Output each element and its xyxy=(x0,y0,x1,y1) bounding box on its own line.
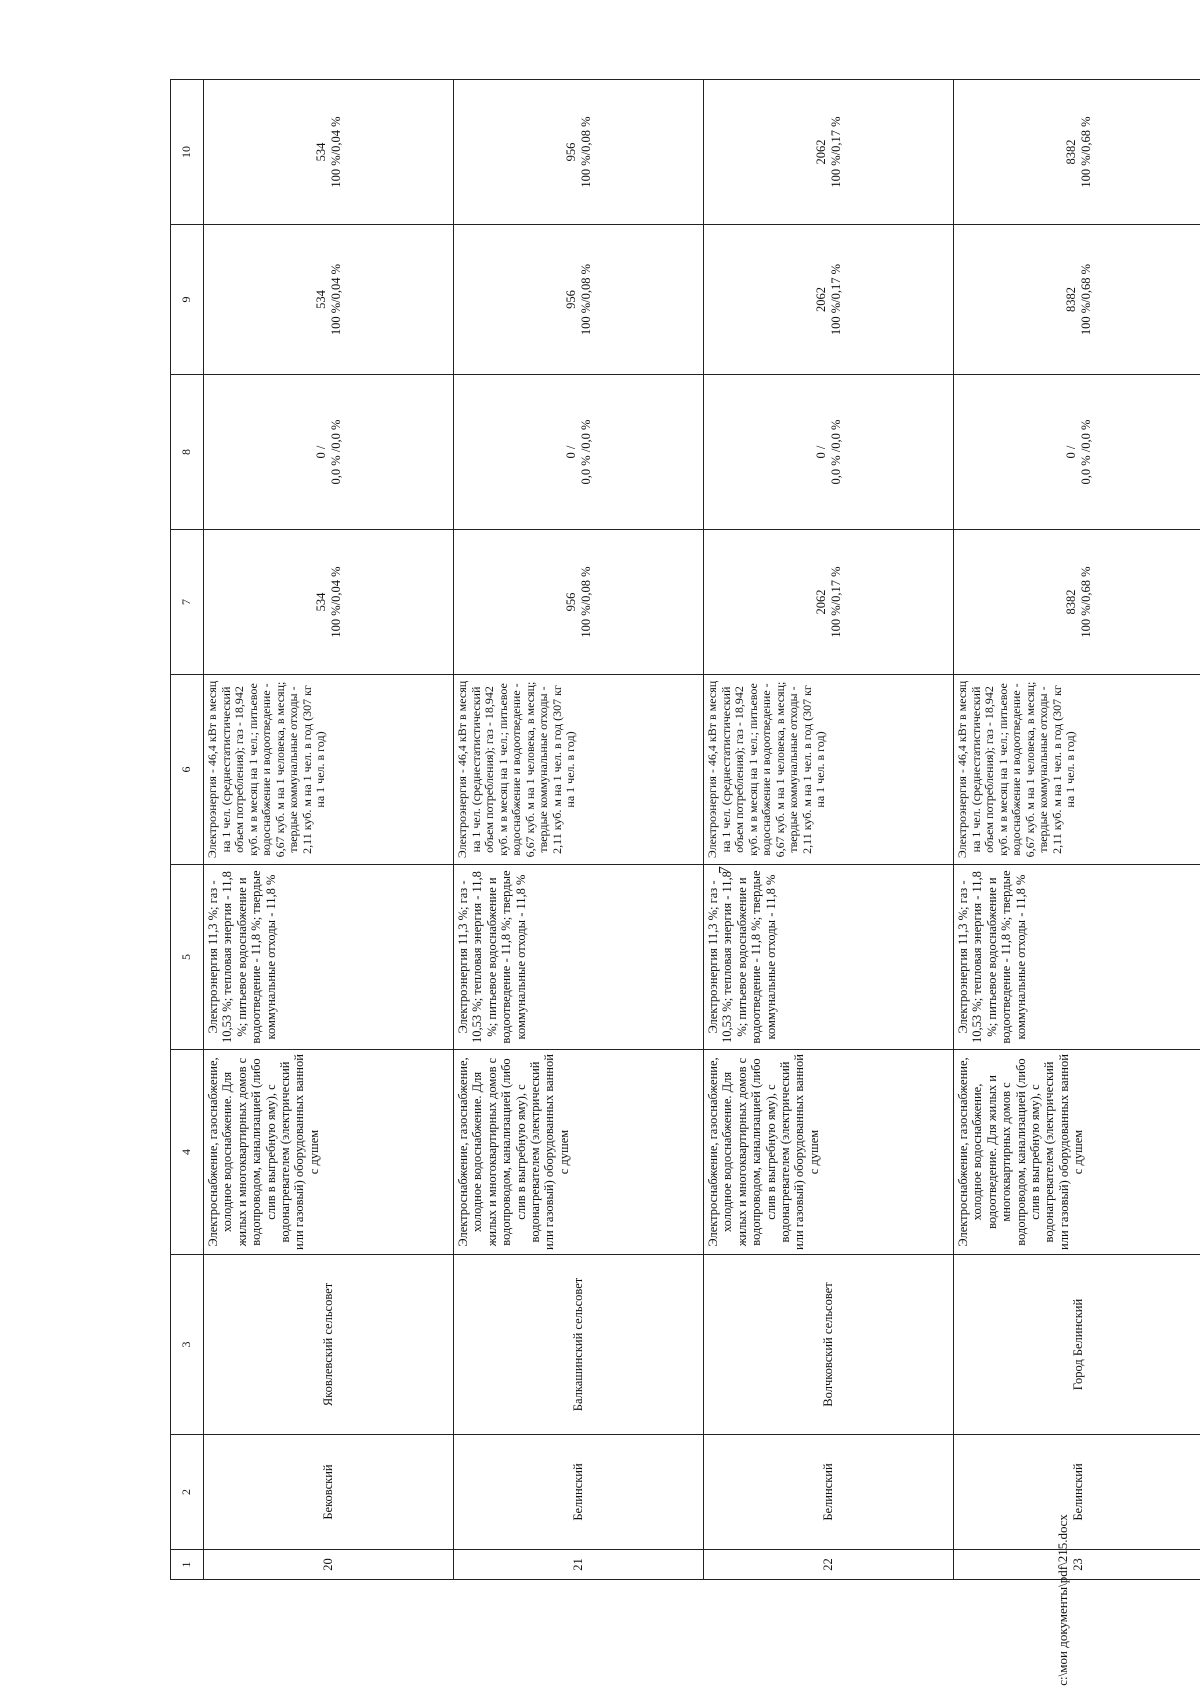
settlement-cell: Волчковский сельсовет xyxy=(704,1255,954,1435)
value-percent: 100 %/0,08 % xyxy=(578,263,593,336)
settlement-cell: Город Белинский xyxy=(954,1255,1200,1435)
column-header: 8 xyxy=(171,375,204,530)
services-cell: Электроснабжение, газоснабжение, холодное водоснабжение, водоотведение. Для жилых и многоквартирных домов с водопроводом, канализацией (либо слив в выгребную яму), с водонагревателем (электрический или газовый) оборудованных ванной с душем xyxy=(954,1050,1200,1255)
value-cell xyxy=(704,375,954,530)
table-row xyxy=(704,80,954,1580)
value-percent: 100 %/0,04 % xyxy=(328,566,343,638)
row-number: 23 xyxy=(954,1550,1200,1580)
settlement-cell: Балкашинский сельсовет xyxy=(454,1255,704,1435)
norms-cell: Электроэнергия - 46,4 кВт в месяц на 1 чел. (среднестатистический объем потребления); газ - 18,942 куб. м в месяц на 1 чел.; питьевое водоснабжение и водоотведение - 6,67 куб. м на 1 человека, в месяц; твердые коммунальные отходы - 2,11 куб. м на 1 чел. в год (307 кг на 1 чел. в год) xyxy=(954,675,1200,865)
value-count: 534 xyxy=(314,592,329,612)
services-cell: Электроснабжение, газоснабжение, холодное водоснабжение. Для жилых и многоквартирных домов с водопроводом, канализацией (либо слив в выгребную яму), с водонагревателем (электрический или газовый) оборудованных ванной с душем xyxy=(454,1050,704,1255)
value-percent: 100 %/0,68 % xyxy=(1078,566,1093,638)
value-cell xyxy=(704,80,954,225)
norms-cell: Электроэнергия - 46,4 кВт в месяц на 1 чел. (среднестатистический объем потребления); газ - 18,942 куб. м в месяц на 1 чел.; питьевое водоснабжение и водоотведение - 6,67 куб. м на 1 человека, в месяц; твердые коммунальные отходы - 2,11 куб. м на 1 чел. в год (307 кг на 1 чел. в год) xyxy=(204,675,454,865)
value-count: 2062 xyxy=(814,589,829,615)
district-cell: Белинский xyxy=(704,1435,954,1550)
value-count: 2062 xyxy=(814,139,829,165)
column-header: 1 xyxy=(171,1550,204,1580)
value-count: 8382 xyxy=(1064,139,1079,165)
column-header: 2 xyxy=(171,1435,204,1550)
tariff-table xyxy=(170,79,1200,1580)
value-cell xyxy=(204,530,454,675)
table-row xyxy=(454,80,704,1580)
value-cell xyxy=(954,530,1200,675)
services-cell: Электроснабжение, газоснабжение, холодное водоснабжение. Для жилых и многоквартирных домов с водопроводом, канализацией (либо слив в выгребную яму), с водонагревателем (электрический или газовый) оборудованных ванной с душем xyxy=(704,1050,954,1255)
table-row xyxy=(954,80,1200,1580)
value-count: 956 xyxy=(564,290,579,309)
value-cell xyxy=(204,80,454,225)
row-number: 20 xyxy=(204,1550,454,1580)
value-count: 0 / xyxy=(1064,445,1079,459)
footer-file-path: c:\мои документы\pdf\215.docx xyxy=(1055,1514,1070,1686)
value-count: 0 / xyxy=(314,445,329,459)
value-cell xyxy=(704,225,954,375)
rotated-table-container xyxy=(170,80,1200,1580)
column-header: 6 xyxy=(171,675,204,865)
value-cell xyxy=(954,225,1200,375)
value-percent: 100 %/0,68 % xyxy=(1078,116,1093,188)
row-number: 21 xyxy=(454,1550,704,1580)
value-percent: 0,0 % /0,0 % xyxy=(1078,419,1093,485)
column-header: 4 xyxy=(171,1050,204,1255)
value-count: 956 xyxy=(564,142,579,162)
column-header: 3 xyxy=(171,1255,204,1435)
value-percent: 100 %/0,08 % xyxy=(578,566,593,638)
column-header: 5 xyxy=(171,865,204,1050)
value-cell xyxy=(454,80,704,225)
column-header: 10 xyxy=(171,80,204,225)
value-count: 0 / xyxy=(564,445,579,459)
value-percent: 100 %/0,17 % xyxy=(828,566,843,638)
norms-cell: Электроэнергия - 46,4 кВт в месяц на 1 чел. (среднестатистический объем потребления); газ - 18,942 куб. м в месяц на 1 чел.; питьевое водоснабжение и водоотведение - 6,67 куб. м на 1 человека, в месяц; твердые коммунальные отходы - 2,11 куб. м на 1 чел. в год (307 кг на 1 чел. в год) xyxy=(454,675,704,865)
value-count: 8382 xyxy=(1064,287,1079,312)
value-cell xyxy=(204,375,454,530)
value-percent: 100 %/0,68 % xyxy=(1078,263,1093,336)
value-count: 534 xyxy=(314,142,329,162)
table-row xyxy=(204,80,454,1580)
value-count: 2062 xyxy=(814,287,829,312)
value-cell xyxy=(454,530,704,675)
value-count: 0 / xyxy=(814,445,829,459)
district-cell: Бековский xyxy=(204,1435,454,1550)
growth-cell: Электроэнергия 11,3 %; газ - 10,53 %; тепловая энергия - 11,8 %; питьевое водоснабжение и водоотведение - 11,8 %; твердые коммунальные отходы - 11,8 % xyxy=(454,865,704,1050)
value-count: 8382 xyxy=(1064,589,1079,615)
value-cell xyxy=(704,530,954,675)
value-percent: 100 %/0,17 % xyxy=(828,263,843,336)
value-cell xyxy=(454,225,704,375)
header-row xyxy=(171,80,204,1580)
district-cell: Белинский xyxy=(954,1435,1200,1550)
column-header: 7 xyxy=(171,530,204,675)
value-percent: 0,0 % /0,0 % xyxy=(578,419,593,485)
value-cell xyxy=(954,375,1200,530)
district-cell: Белинский xyxy=(454,1435,704,1550)
value-percent: 0,0 % /0,0 % xyxy=(828,419,843,485)
value-count: 534 xyxy=(314,290,329,309)
value-percent: 100 %/0,08 % xyxy=(578,116,593,188)
column-header: 9 xyxy=(171,225,204,375)
growth-cell: Электроэнергия 11,3 %; газ - 10,53 %; тепловая энергия - 11,8 %; питьевое водоснабжение и водоотведение - 11,8 %; твердые коммунальные отходы - 11,8 % xyxy=(704,865,954,1050)
value-percent: 100 %/0,04 % xyxy=(328,116,343,188)
norms-cell: Электроэнергия - 46,4 кВт в месяц на 1 чел. (среднестатистический объем потребления); газ - 18,942 куб. м в месяц на 1 чел.; питьевое водоснабжение и водоотведение - 6,67 куб. м на 1 человека, в месяц; твердые коммунальные отходы - 2,11 куб. м на 1 чел. в год (307 кг на 1 чел. в год) xyxy=(704,675,954,865)
row-number: 22 xyxy=(704,1550,954,1580)
value-percent: 100 %/0,17 % xyxy=(828,116,843,188)
value-percent: 100 %/0,04 % xyxy=(328,263,343,336)
value-cell xyxy=(454,375,704,530)
page-number: 7 xyxy=(716,866,733,874)
value-cell xyxy=(204,225,454,375)
value-count: 956 xyxy=(564,592,579,612)
value-percent: 0,0 % /0,0 % xyxy=(328,419,343,485)
services-cell: Электроснабжение, газоснабжение, холодное водоснабжение. Для жилых и многоквартирных домов с водопроводом, канализацией (либо слив в выгребную яму), с водонагревателем (электрический или газовый) оборудованных ванной с душем xyxy=(204,1050,454,1255)
settlement-cell: Яковлевский сельсовет xyxy=(204,1255,454,1435)
value-cell xyxy=(954,80,1200,225)
growth-cell: Электроэнергия 11,3 %; газ - 10,53 %; тепловая энергия - 11,8 %; питьевое водоснабжение и водоотведение - 11,8 %; твердые коммунальные отходы - 11,8 % xyxy=(204,865,454,1050)
growth-cell: Электроэнергия 11,3 %; газ - 10,53 %; тепловая энергия - 11,8 %; питьевое водоснабжение и водоотведение - 11,8 %; твердые коммунальные отходы - 11,8 % xyxy=(954,865,1200,1050)
